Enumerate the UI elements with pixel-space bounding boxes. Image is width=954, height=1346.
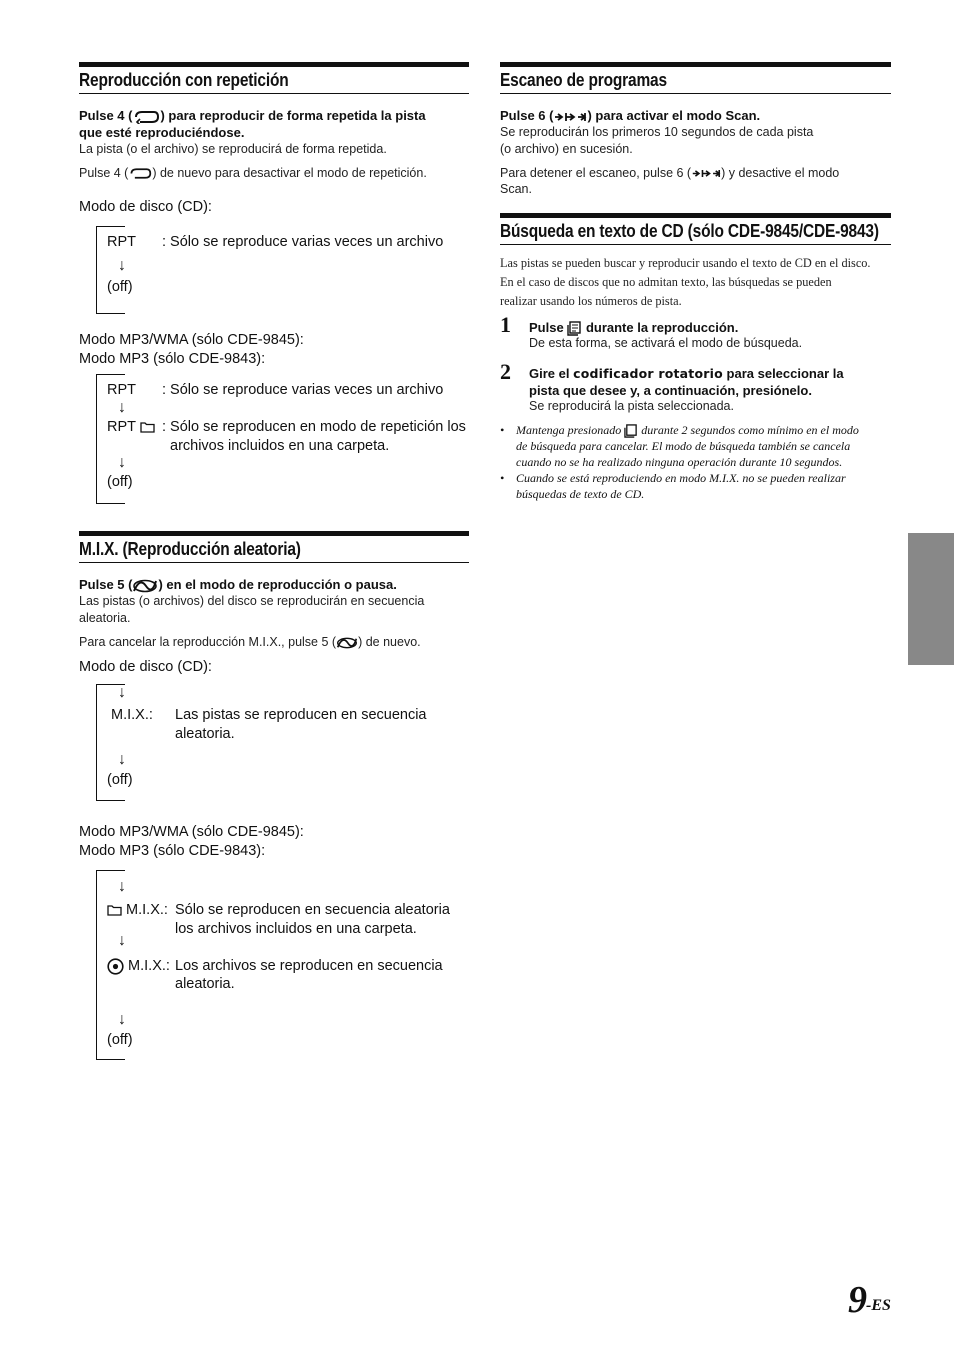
- cd-mode-label: Modo de disco (CD):: [79, 659, 212, 675]
- search-text-icon: [624, 424, 638, 438]
- section-side-tab: [908, 533, 954, 665]
- page-suffix: -ES: [866, 1297, 891, 1314]
- mix-note-2: Para cancelar la reproducción M.I.X., pulse 5 ( ) de nuevo.: [79, 635, 421, 649]
- folder-icon: [140, 421, 155, 433]
- folder-icon: [107, 904, 122, 916]
- section-header-repeat: [79, 62, 469, 94]
- step-1-note: De esta forma, se activará el modo de búsqueda.: [529, 336, 803, 350]
- off-label: (off): [107, 772, 133, 788]
- rpt-label: RPT: [107, 234, 136, 250]
- mix-description-2: aleatoria.: [175, 726, 235, 742]
- page-number: 9: [848, 1279, 867, 1321]
- scan-icon: [553, 111, 587, 123]
- mix-description: Las pistas se reproducen en secuencia: [175, 707, 427, 723]
- down-arrow-icon: ↓: [118, 1011, 126, 1028]
- rpt-label: RPT: [107, 382, 136, 398]
- mix-note-1b: aleatoria.: [79, 611, 131, 625]
- step-2-text: Gire el codificador rotatorio para seleccionar la pista que desee y, a continuación, presiónelo.: [529, 366, 844, 398]
- section-title: Búsqueda en texto de CD (sólo CDE-9845/CDE-9843): [500, 221, 879, 241]
- repeat-icon: [132, 110, 160, 124]
- mix-disc-label: M.I.X.:: [107, 957, 170, 976]
- shuffle-icon: [336, 637, 358, 649]
- list-item: • Cuando se está reproduciendo en modo M.I.X. no se pueden realizar búsquedas de texto de CD.: [500, 471, 846, 502]
- mix-folder-description-2: los archivos incluidos en una carpeta.: [175, 921, 417, 937]
- mix-instruction: Pulse 5 ( ) en el modo de reproducción o pausa.: [79, 577, 397, 592]
- list-item: • Mantenga presionado durante 2 segundos como mínimo en el modo de búsqueda para cancelar. El modo de búsqueda también se cancela cuando no se ha realizado ninguna operación durante 10 segundos.: [500, 423, 859, 470]
- rpt-folder-description-2: archivos incluidos en una carpeta.: [170, 438, 390, 454]
- step-number: 1: [500, 312, 511, 337]
- off-label: (off): [107, 474, 133, 490]
- section-header-scan: [500, 62, 891, 94]
- mp3-mode-label: Modo MP3/WMA (sólo CDE-9845):: [79, 824, 304, 840]
- search-bullet-list: [500, 422, 859, 502]
- section-header-mix: [79, 531, 469, 563]
- down-arrow-icon: ↓: [118, 932, 126, 949]
- scan-note-2c: Scan.: [500, 182, 532, 196]
- scan-note-1b: (o archivo) en sucesión.: [500, 142, 633, 156]
- mix-folder-description: Sólo se reproducen en secuencia aleatoria: [175, 902, 450, 918]
- disc-icon: [107, 958, 124, 975]
- mp3-mode-label: Modo MP3/WMA (sólo CDE-9845):: [79, 332, 304, 348]
- down-arrow-icon: ↓: [118, 257, 126, 274]
- off-label: (off): [107, 1032, 133, 1048]
- down-arrow-icon: ↓: [118, 454, 126, 471]
- rpt-folder-description: : Sólo se reproducen en modo de repetición los: [162, 419, 466, 435]
- repeat-icon: [128, 167, 152, 180]
- section-title: Reproducción con repetición: [79, 70, 289, 90]
- down-arrow-icon: ↓: [118, 399, 126, 416]
- step-2-note: Se reproducirá la pista seleccionada.: [529, 399, 734, 413]
- scan-instruction: Pulse 6 ( ) para activar el modo Scan.: [500, 108, 761, 123]
- repeat-note-1: La pista (o el archivo) se reproducirá de forma repetida.: [79, 142, 387, 156]
- search-text-icon: [567, 321, 582, 336]
- mp3-mode-label-2: Modo MP3 (sólo CDE-9843):: [79, 843, 266, 859]
- mp3-mode-label-2: Modo MP3 (sólo CDE-9843):: [79, 351, 266, 367]
- shuffle-icon: [132, 579, 158, 593]
- section-title: Escaneo de programas: [500, 70, 667, 90]
- mix-note-1: Las pistas (o archivos) del disco se reproducirán en secuencia: [79, 594, 425, 608]
- down-arrow-icon: ↓: [118, 751, 126, 768]
- repeat-note-2: Pulse 4 ( ) de nuevo para desactivar el modo de repetición.: [79, 166, 427, 180]
- search-intro: Las pistas se pueden buscar y reproducir usando el texto de CD en el disco. En el caso de discos que no admitan texto, las búsquedas se pueden realizar usando los números de pista.: [500, 256, 871, 308]
- rpt-description: : Sólo se reproduce varias veces un archivo: [162, 234, 444, 250]
- scan-icon: [691, 168, 721, 179]
- mix-folder-label: M.I.X.:: [107, 901, 168, 920]
- step-1-text: Pulse durante la reproducción.: [529, 320, 739, 335]
- mix-label: M.I.X.:: [111, 707, 153, 723]
- mix-disc-description-2: aleatoria.: [175, 976, 235, 992]
- scan-note-1: Se reproducirán los primeros 10 segundos de cada pista: [500, 125, 814, 139]
- section-header-search: [500, 213, 891, 245]
- off-label: (off): [107, 279, 133, 295]
- mix-disc-description: Los archivos se reproducen en secuencia: [175, 958, 443, 974]
- scan-note-2: Para detener el escaneo, pulse 6 ( ) y desactive el modo: [500, 166, 840, 180]
- rpt-folder-label: RPT: [107, 418, 155, 437]
- rpt-description: : Sólo se reproduce varias veces un archivo: [162, 382, 444, 398]
- cd-mode-label: Modo de disco (CD):: [79, 199, 212, 215]
- step-number: 2: [500, 359, 511, 384]
- repeat-instruction: Pulse 4 ( ) para reproducir de forma repetida la pista que esté reproduciéndose.: [79, 108, 426, 140]
- section-title: M.I.X. (Reproducción aleatoria): [79, 539, 301, 559]
- down-arrow-icon: ↓: [118, 684, 126, 701]
- down-arrow-icon: ↓: [118, 878, 126, 895]
